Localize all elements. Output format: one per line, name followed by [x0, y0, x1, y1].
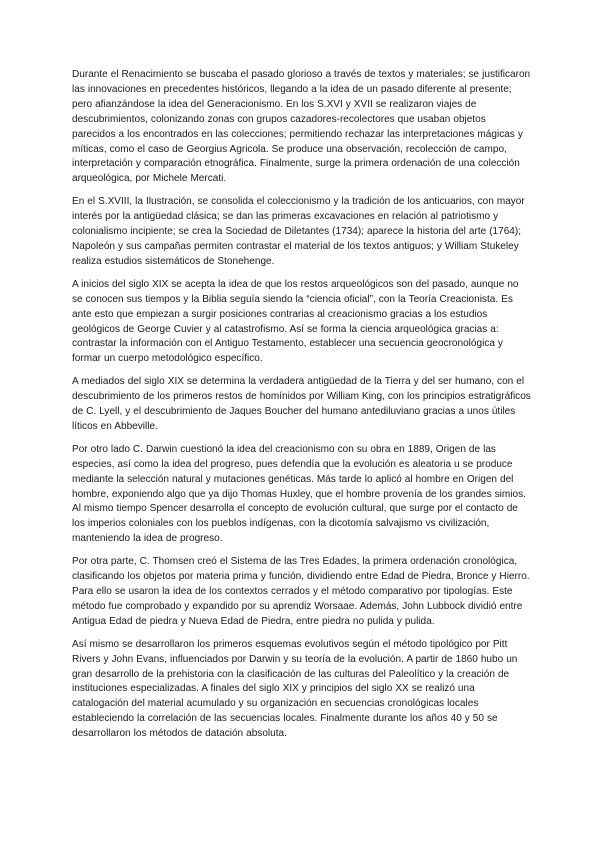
paragraph-esquemas-evolutivos: Así mismo se desarrollaron los primeros esquemas evolutivos según el método tipológico por Pitt Rivers y John Evans, influenciados por Darwin y su teoría de la evolución. A partir de 1860 hubo un gran desarrollo de la prehistoria con la clasificación de las culturas del Paleolítico y la creación de instituciones especializadas. A finales del siglo XIX y principios del siglo XX se realizó una catalogación del material acumulado y su organización en secuencias cronológicas locales estableciendo la correlación de las secuencias locales. Finalmente durante los años 40 y 50 se desarrollaron los métodos de datación absoluta. [72, 638, 518, 740]
paragraph-darwin: Por otro lado C. Darwin cuestionó la idea del creacionismo con su obra en 1889, Origen de las especies, así como la idea del progreso, pues defendía que la evolución es aleatoria u se produce mediante la selección natural y mutaciones genéticas. Más tarde lo aplicó al hombre en Origen del hombre, exponiendo algo que ya dijo Thomas Huxley, que el hombre provenía de los grandes simios. Al mismo tiempo Spencer desarrolla el concepto de evolución cultural, que surge por el contacto de los imperios coloniales con los pueblos indígenas, con la dicotomía salvajismo vs civilización, manteniendo la idea de progreso. [72, 443, 526, 545]
document-body [72, 68, 532, 750]
paragraph-renacimiento: Durante el Renacimiento se buscaba el pasado glorioso a través de textos y materiales; se justificaron las innovaciones en precedentes históricos, llegando a la idea de un pasado diferente al presente; pero afianzándose la idea del Generacionismo. En los S.XVI y XVII se realizaron viajes de descubrimientos, colonizando zonas con grupos cazadores-recolectores que usaban objetos parecidos a los encontrados en las colecciones; permitiendo rechazar las interpretaciones mágicas y míticas, como el caso de Georgius Agricola. Se produce una observación, recolección de campo, interpretación y comparación etnográfica. Finalmente, surge la primera ordenación de una colección arqueológica, por Michele Mercati. [72, 69, 531, 185]
paragraph-inicios-siglo-xix: A inicios del siglo XIX se acepta la idea de que los restos arqueológicos son del pasado, aunque no se conocen sus tiempos y la Biblia seguía siendo la “ciencia oficial”, con la Teoría Creacionista. Es ante esto que empiezan a surgir posiciones contrarias al creacionismo gracias a los estudios geológicos de George Cuvier y al catastrofismo. Así se forma la ciencia arqueológica gracias a: contrastar la información con el Antiguo Testamento, establecer una secuencia geocronológica y formar un cuerpo metodológico específico. [72, 278, 519, 365]
paragraph-siglo-xviii: En el S.XVIII, la Ilustración, se consolida el coleccionismo y la tradición de los anticuarios, con mayor interés por la antigüedad clásica; se dan las primeras excavaciones en relación al patriotismo y colonialismo incipiente; se crea la Sociedad de Diletantes (1734); aparece la historia del arte (1764); Napoleón y sus campañas permiten contrastar el material de los textos antiguos; y William Stukeley realiza estudios sistemáticos de Stonehenge. [72, 196, 525, 267]
paragraph-thomsen: Por otra parte, C. Thomsen creó el Sistema de las Tres Edades, la primera ordenación cronológica, clasificando los objetos por materia prima y función, dividiendo entre Edad de Piedra, Bronce y Hierro. Para ello se usaron la idea de los contextos cerrados y el método comparativo por tipologías. Este método fue comprobado y expandido por su aprendiz Worsaae. Además, John Lubbock dividió entre Antigua Edad de piedra y Nueva Edad de Piedra, entre piedra no pulida y pulida. [72, 556, 530, 627]
paragraph-mediados-siglo-xix: A mediados del siglo XIX se determina la verdadera antigüedad de la Tierra y del ser humano, con el descubrimiento de los primeros restos de homínidos por William King, con los principios estratigráficos de C. Lyell, y el descubrimiento de Jaques Boucher del humano antediluviano gracias a unos útiles líticos en Abbeville. [72, 376, 531, 432]
